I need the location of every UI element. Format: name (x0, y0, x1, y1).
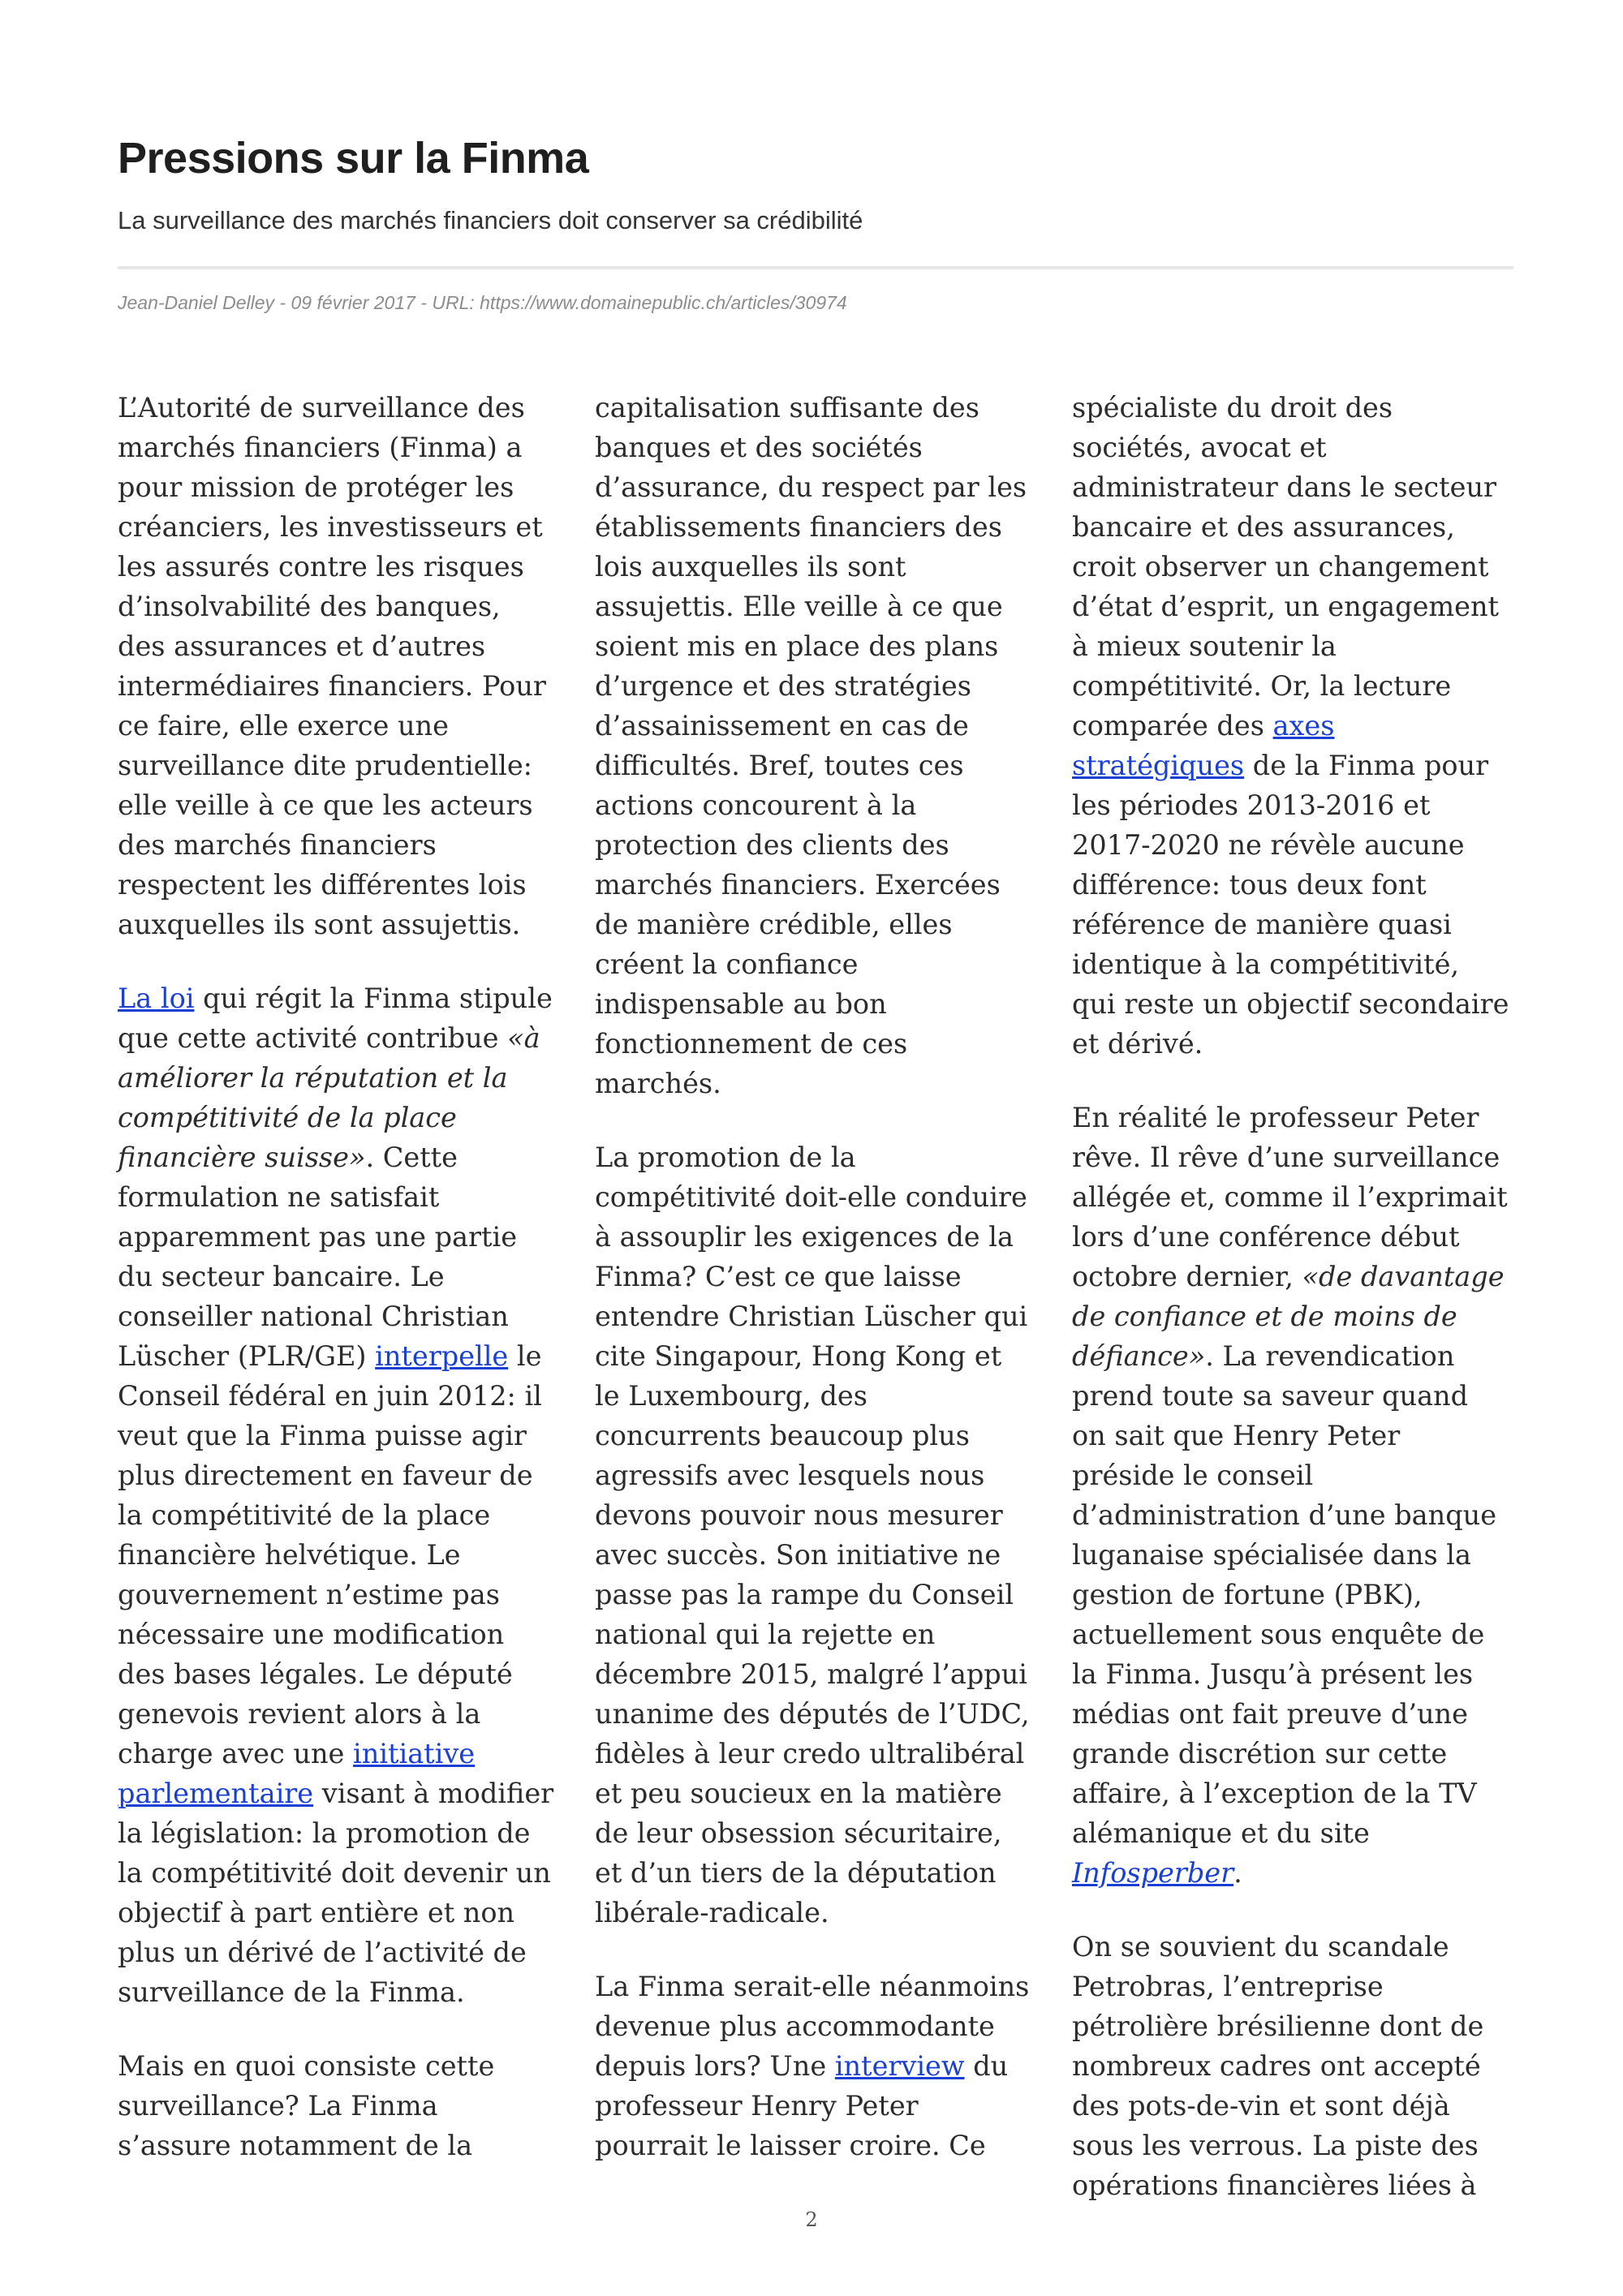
paragraph-text: du professeur Henry Peter pourrait le laisser croire. Ce (595, 2050, 1009, 2161)
law-link[interactable]: La loi (118, 982, 195, 1014)
paragraph (1072, 388, 1510, 1064)
paragraph-text: L’Autorité de surveillance des marchés financiers (Finma) a pour mission de protéger les créanciers, les investisseurs et les assurés contre les risques d’insolvabilité des banques, des assurances et d’autres intermédiaires financiers. Pour ce faire, elle exerce une surveillance dite prudentielle: elle veille à ce que les acteurs des marchés financiers respectent les différentes lois auxquelles ils sont assujettis. (118, 392, 546, 940)
infosperber-link[interactable]: Infosperber (1072, 1857, 1234, 1889)
paragraph-text: . Cette formulation ne satisfait apparemment pas une partie du secteur bancaire. Le conseiller national Christian Lüscher (PLR/GE) (118, 1142, 518, 1372)
paragraph-text: capitalisation suffisante des banques et des sociétés d’assurance, du respect par les établissements financiers des lois auxquelles ils sont assujettis. Elle veille à ce que soient mis en place des plans d’urgence et des stratégies d’assainissement en cas de difficultés. Bref, toutes ces actions concourent à la protection des clients des marchés financiers. Exercées de manière crédible, elles créent la confiance indispensable au bon fonctionnement de ces marchés. (595, 392, 1027, 1099)
paragraph-text: visant à modifier la législation: la promotion de la compétitivité doit devenir un objectif à part entière et non plus un dérivé de l’activité de surveillance de la Finma. (118, 1778, 554, 2008)
text-column-1 (118, 388, 556, 2165)
article-meta: Jean-Daniel Delley - 09 février 2017 - URL: https://www.domainepublic.ch/articles/30974 (118, 292, 847, 313)
interpelle-link[interactable]: interpelle (375, 1340, 509, 1372)
paragraph (118, 978, 556, 2012)
paragraph-text: . La revendication prend toute sa saveur quand on sait que Henry Peter préside le conseil d’administration d’une banque luganaise spécialisée dans la gestion de fortune (PBK), actuellement sous enquête de la Finma. Jusqu’à présent les médias ont fait preuve d’une grande discrétion sur cette affaire, à l’exception de la TV alémanique et du site (1072, 1340, 1497, 1849)
paragraph (595, 1967, 1033, 2165)
quote-text: «à améliorer la réputation et la compétitivité de la place financière suisse» (118, 1022, 540, 1173)
text-column-2 (595, 388, 1033, 2165)
paragraph-text: La promotion de la compétitivité doit-elle conduire à assouplir les exigences de la Finma? C’est ce que laisse entendre Christian Lüscher qui cite Singapour, Hong Kong et le Luxembourg, des concurrents beaucoup plus agressifs avec lesquels nous devons pouvoir nous mesurer avec succès. Son initiative ne passe pas la rampe du Conseil national qui la rejette en décembre 2015, malgré l’appui unanime des députés de l’UDC, fidèles à leur credo ultralibéral et peu soucieux en la matière de leur obsession sécuritaire, et d’un tiers de la députation libérale-radicale. (595, 1142, 1030, 1928)
interview-link[interactable]: interview (834, 2050, 965, 2082)
page-number: 2 (805, 2208, 818, 2231)
paragraph-text: de la Finma pour les périodes 2013-2016 et 2017-2020 ne révèle aucune différence: tous deux font référence de manière quasi identique à la compétitivité, qui reste un objectif secondaire et dérivé. (1072, 750, 1509, 1060)
paragraph (595, 1137, 1033, 1933)
article-subtitle: La surveillance des marchés financiers doit conserver sa crédibilité (118, 206, 863, 234)
paragraph-text: Mais en quoi consiste cette surveillance? La Finma s’assure notamment de la (118, 2050, 495, 2161)
paragraph (595, 388, 1033, 1103)
text-column-3 (1072, 388, 1510, 2205)
article-header (118, 130, 1513, 315)
paragraph-text: qui régit la Finma stipule que cette activité contribue (118, 982, 553, 1054)
paragraph-text: La Finma serait-elle néanmoins devenue plus accommodante depuis lors? Une (595, 1971, 1030, 2082)
paragraph (1072, 1927, 1510, 2205)
header-divider (118, 266, 1513, 269)
article-body (118, 388, 1513, 2201)
paragraph (118, 2046, 556, 2165)
axes-strategiques-link[interactable]: axes stratégiques (1072, 710, 1335, 781)
paragraph-text: le Conseil fédéral en juin 2012: il veut que la Finma puisse agir plus directement en faveur de la compétitivité de la place financière helvétique. Le gouvernement n’estime pas nécessaire une modification des bases légales. Le député genevois revient alors à la charge avec une (118, 1340, 542, 1769)
quote-text: «de davantage de confiance et de moins de défiance» (1072, 1261, 1505, 1372)
paragraph-text: On se souvient du scandale Petrobras, l’entreprise pétrolière brésilienne dont de nombreux cadres ont accepté des pots-de-vin et sont déjà sous les verrous. La piste des opérations financières liées à (1072, 1931, 1484, 2201)
paragraph-text: spécialiste du droit des sociétés, avocat et administrateur dans le secteur bancaire et des assurances, croit observer un changement d’état d’esprit, un engagement à mieux soutenir la compétitivité. Or, la lecture comparée des (1072, 392, 1500, 742)
paragraph-text: En réalité le professeur Peter rêve. Il rêve d’une surveillance allégée et, comme il l’exprimait lors d’une conférence début octobre dernier, (1072, 1102, 1508, 1292)
initiative-parlementaire-link[interactable]: initiative parlementaire (118, 1738, 476, 1809)
paragraph (1072, 1098, 1510, 1893)
paragraph (118, 388, 556, 944)
article-title: Pressions sur la Finma (118, 134, 589, 183)
paragraph-text: . (1233, 1857, 1242, 1889)
